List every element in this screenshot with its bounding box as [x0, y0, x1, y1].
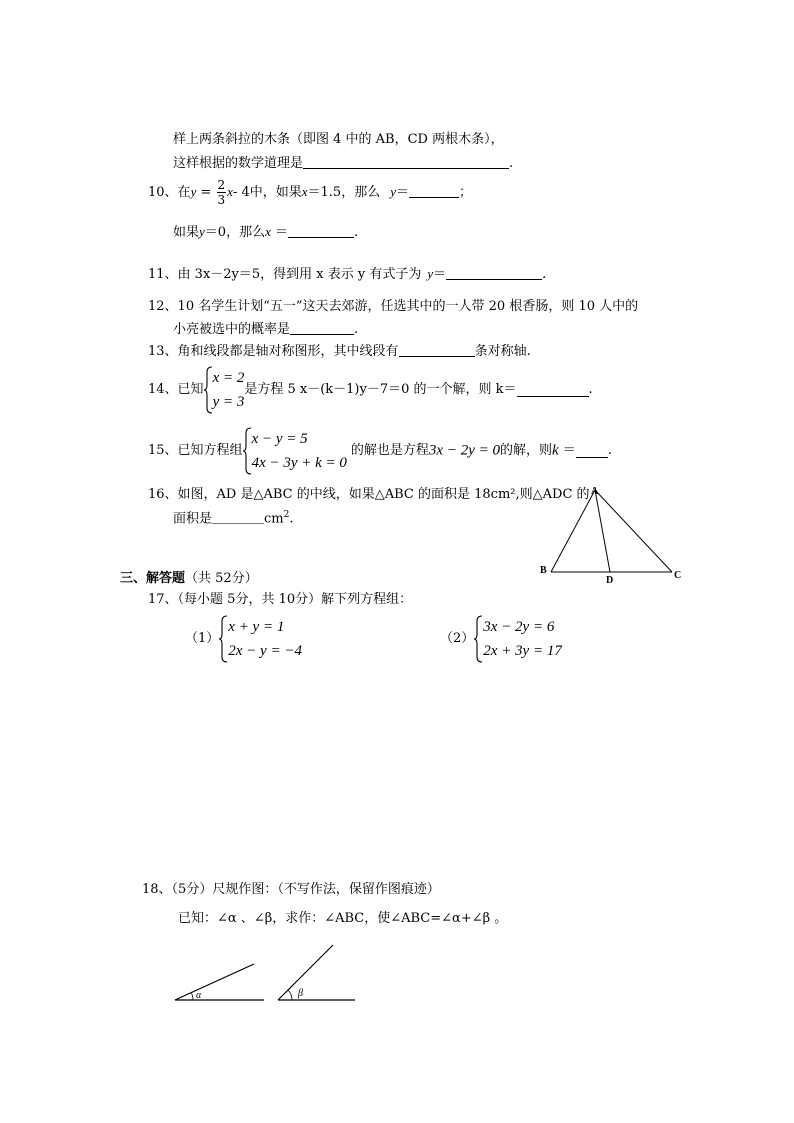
q17-p2-brace	[474, 615, 483, 663]
q15-post: 的解，则	[499, 442, 552, 458]
q17-part2	[440, 615, 562, 663]
q11-answer-blank[interactable]	[446, 266, 542, 280]
q18-number: 18、	[142, 882, 172, 897]
q17-p2-label: （2）	[440, 630, 475, 646]
q15-dot: .	[607, 442, 612, 458]
angle-alpha-figure	[170, 955, 270, 1005]
q17-part1	[185, 615, 302, 663]
q14-pre: 已知	[177, 381, 204, 397]
q16-line1-text: 如图，AD 是△ABC 的中线，如果△ABC 的面积是 18cm²,则△ADC 的	[177, 487, 590, 502]
q14	[148, 366, 593, 414]
angle-beta-arc	[288, 990, 292, 1000]
q16-line2-sup: 2	[283, 510, 290, 520]
section3-title: 三、解答题	[120, 571, 186, 586]
q12-answer-blank[interactable]	[290, 321, 354, 335]
q11-dot: .	[542, 267, 547, 282]
q10-answer-blank-1[interactable]	[409, 184, 459, 198]
q17-p2-eq1: 3x − 2y = 6	[483, 619, 555, 635]
q17-p2-system	[483, 615, 562, 663]
q11-text: 由 3x－2y＝5，得到用 x 表示 y 有式子为	[177, 267, 422, 282]
q10-minus4: - 4	[232, 185, 250, 200]
q10-semi: ；	[459, 185, 473, 200]
q15-number: 15、	[148, 442, 178, 458]
q14-dot: .	[588, 381, 593, 397]
q15-system	[252, 427, 347, 475]
angle-alpha-ray	[175, 964, 254, 1000]
q17-p1-brace	[219, 615, 228, 663]
q17-number: 17、	[148, 592, 178, 607]
q12-line1-text: 10 名学生计划“五一”这天去郊游，任选其中的一人带 20 根香肠，则 10 人中的	[177, 299, 639, 314]
q12-line1	[148, 299, 638, 315]
q17	[148, 592, 412, 608]
q14-system	[213, 366, 245, 414]
vertex-a-label: A	[591, 486, 599, 497]
q12-dot: .	[354, 322, 359, 337]
q10-val: ＝1.5，那么	[307, 185, 381, 200]
point-d-label: D	[606, 575, 614, 584]
q10-var-y3: y	[199, 224, 205, 239]
vertex-c-label: C	[674, 570, 682, 581]
q13	[148, 343, 531, 360]
q10-var-x3: x	[265, 224, 271, 239]
triangle-figure	[535, 484, 685, 584]
q13-pre: 角和线段都是轴对称图形，其中线段有	[177, 344, 399, 359]
q9-line2: 这样根据的数学道理是 .	[173, 156, 514, 171]
q10-line1	[148, 172, 472, 213]
section3-heading	[120, 571, 258, 587]
q14-brace	[204, 366, 213, 414]
angle-beta-figure	[272, 940, 362, 1005]
q10-line2-eq: ＝	[270, 225, 288, 240]
q15-var-k: k	[552, 442, 559, 459]
q11	[148, 266, 546, 283]
q10-dot: .	[354, 225, 359, 240]
q10-frac-den: 3	[217, 193, 226, 207]
q16-line2-pre: 面积是＿＿＿＿cm	[173, 511, 284, 527]
q14-mid: 是方程 5 x－(k－1)y－7＝0 的一个解，则 k＝	[244, 381, 517, 397]
q9-line1: 样上两条斜拉的木条（即图 4 中的 AB，CD 两根木条），	[173, 132, 504, 147]
q12-line2-text: 小亮被选中的概率是	[173, 322, 291, 337]
q10-mid: 中，如果	[249, 185, 302, 200]
triangle-side-ab	[551, 490, 595, 572]
q10-frac-num: 2	[217, 178, 226, 192]
q10-var-x2: x	[301, 184, 308, 199]
q18	[142, 882, 440, 898]
q14-number: 14、	[148, 381, 178, 397]
q17-p1-eq1: x + y = 1	[228, 619, 285, 635]
angle-alpha-label: α	[196, 990, 202, 1001]
q17-p1-label: （1）	[185, 630, 220, 646]
vertex-b-label: B	[540, 565, 547, 576]
q15-brace	[243, 427, 252, 475]
q13-answer-blank[interactable]	[399, 343, 475, 357]
q18-given: 已知：∠α 、∠β，求作：∠ABC，使∠ABC=∠α+∠β 。	[178, 911, 508, 926]
angle-alpha-arc	[191, 992, 193, 1000]
q14-sys-eq1: x = 2	[212, 370, 245, 386]
q15-eq2: ＝	[558, 442, 576, 458]
q10-line2	[173, 224, 358, 241]
q10-eq2: ＝	[396, 185, 410, 200]
q15-pre: 已知方程组	[177, 442, 243, 458]
q15-answer-blank[interactable]	[576, 444, 608, 458]
q11-number: 11、	[148, 267, 178, 282]
q10-var-y: y	[190, 184, 197, 199]
q10-var-x: x	[227, 184, 233, 199]
q16-number: 16、	[148, 487, 178, 502]
q17-p1-eq2: 2x − y = −4	[228, 643, 302, 659]
q10-line2-mid: ＝0，那么	[204, 225, 266, 240]
q10-var-y2: y	[390, 184, 396, 199]
q13-post: 条对称轴.	[474, 344, 531, 359]
q13-number: 13、	[148, 344, 178, 359]
q12-line2	[173, 321, 358, 338]
median-ad	[595, 490, 610, 572]
q10-number: 10、	[148, 185, 178, 200]
q18-text: （5分）尺规作图：（不写作法，保留作图痕迹）	[171, 882, 440, 897]
q9-answer-blank[interactable]	[303, 155, 509, 169]
q15-mid: 的解也是方程	[350, 442, 429, 458]
q9-line2-text: 这样根据的数学道理是	[173, 156, 304, 171]
q11-eq: ＝	[433, 267, 447, 282]
angle-beta-label: β	[298, 988, 303, 999]
q10-eq: =	[196, 185, 216, 200]
q14-sys-eq2: y = 3	[212, 394, 245, 410]
q17-p2-eq2: 2x + 3y = 17	[483, 643, 562, 659]
q10-pre: 在	[177, 185, 191, 200]
q15	[148, 427, 612, 475]
q17-p1-system	[228, 615, 302, 663]
q15-eq: 3x − 2y = 0	[428, 442, 500, 459]
triangle-side-ac	[595, 490, 672, 572]
q17-text: （每小题 5分，共 10分）解下列方程组：	[177, 592, 413, 607]
q15-sys-eq1: x − y = 5	[251, 431, 308, 447]
q11-var-y: y	[427, 266, 434, 281]
q10-answer-blank-2[interactable]	[288, 224, 354, 238]
q12-number: 12、	[148, 299, 178, 314]
q15-sys-eq2: 4x − 3y + k = 0	[251, 455, 347, 471]
angle-beta-ray	[278, 945, 333, 1000]
q14-answer-blank[interactable]	[517, 383, 589, 397]
q16-line2	[173, 510, 293, 528]
q16-line1	[148, 487, 590, 503]
section3-score: （共 52分）	[185, 571, 258, 586]
q10-line2-pre: 如果	[173, 225, 200, 240]
q16-line2-post: .	[289, 511, 294, 527]
q10-fraction	[217, 178, 227, 207]
